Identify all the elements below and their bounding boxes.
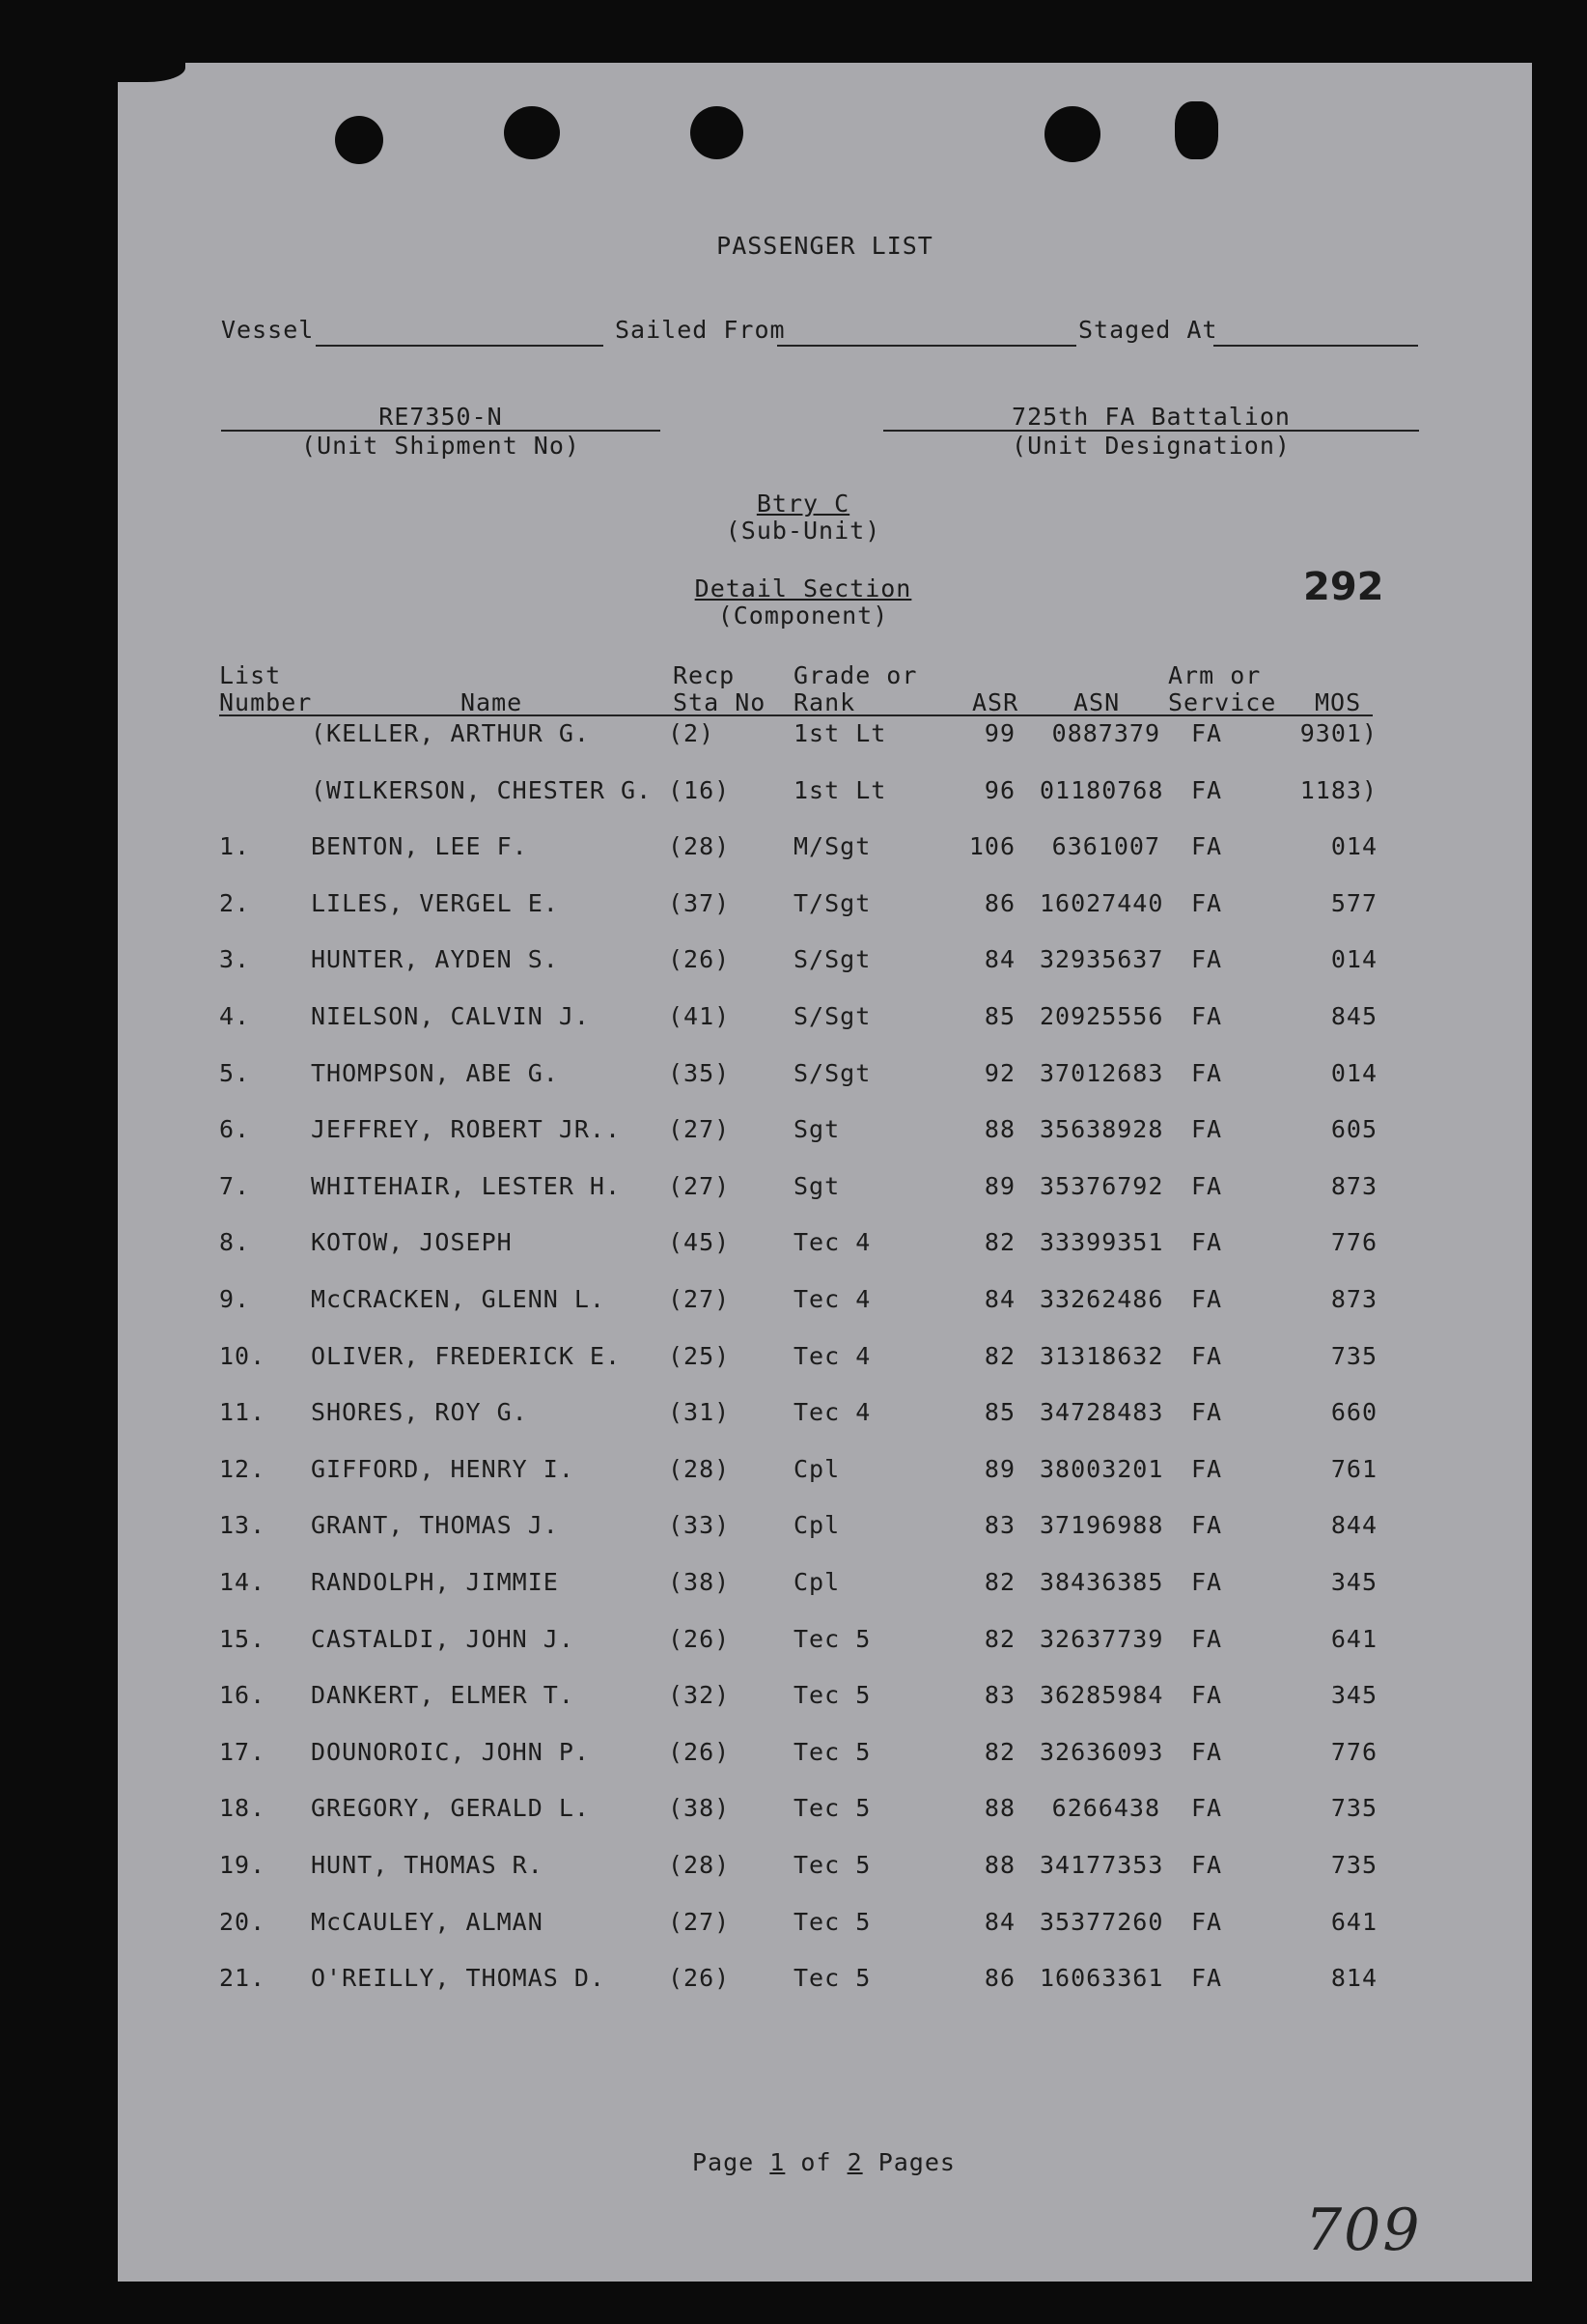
header-arm-2: Service: [1168, 688, 1277, 716]
mos-value: 014: [1330, 832, 1378, 860]
form-title: PASSENGER LIST: [716, 232, 933, 260]
asn-value: 38436385: [1040, 1568, 1164, 1596]
recp-sta-no: (16): [668, 776, 731, 804]
list-number: 7.: [219, 1172, 251, 1200]
table-row: [118, 1851, 1532, 1890]
passenger-name: JEFFREY, ROBERT JR..: [311, 1115, 622, 1143]
grade-rank: S/Sgt: [794, 1002, 872, 1030]
header-recp-2: Sta No: [673, 688, 766, 716]
recp-sta-no: (31): [668, 1398, 731, 1426]
grade-rank: Tec 5: [794, 1851, 872, 1879]
passenger-name: GREGORY, GERALD L.: [311, 1794, 590, 1822]
grade-rank: Cpl: [794, 1455, 841, 1483]
asr-value: 84: [984, 1285, 1016, 1313]
mos-value: 014: [1330, 945, 1378, 973]
punch-hole: [1044, 106, 1100, 162]
arm-service: FA: [1191, 1059, 1223, 1087]
passenger-name: HUNTER, AYDEN S.: [311, 945, 559, 973]
arm-service: FA: [1191, 1285, 1223, 1313]
asn-value: 35376792: [1040, 1172, 1164, 1200]
mos-value: 641: [1330, 1908, 1378, 1936]
arm-service: FA: [1191, 1342, 1223, 1370]
list-number: 15.: [219, 1625, 266, 1653]
asr-value: 96: [984, 776, 1016, 804]
passenger-name: CASTALDI, JOHN J.: [311, 1625, 574, 1653]
recp-sta-no: (26): [668, 1738, 731, 1766]
mos-value: 735: [1330, 1851, 1378, 1879]
grade-rank: 1st Lt: [794, 719, 887, 747]
table-row: [118, 1964, 1532, 2002]
passenger-name: BENTON, LEE F.: [311, 832, 528, 860]
torn-corner: [108, 53, 185, 82]
asr-value: 88: [984, 1115, 1016, 1143]
asr-value: 86: [984, 889, 1016, 917]
grade-rank: Cpl: [794, 1511, 841, 1539]
table-row: [118, 1342, 1532, 1381]
asr-value: 88: [984, 1851, 1016, 1879]
passenger-name: (WILKERSON, CHESTER G.: [311, 776, 653, 804]
asn-value: 6266438: [1051, 1794, 1160, 1822]
mos-value: 014: [1330, 1059, 1378, 1087]
grade-rank: Cpl: [794, 1568, 841, 1596]
unit-designation: 725th FA Battalion: [1012, 403, 1291, 431]
stamped-number: 292: [1303, 565, 1384, 609]
asn-value: 34728483: [1040, 1398, 1164, 1426]
header-asn: ASN: [1073, 688, 1121, 716]
punch-hole: [1175, 101, 1218, 159]
recp-sta-no: (27): [668, 1908, 731, 1936]
header-recp-1: Recp: [673, 661, 736, 689]
recp-sta-no: (26): [668, 1625, 731, 1653]
component: Detail Section: [694, 574, 912, 602]
asn-value: 37012683: [1040, 1059, 1164, 1087]
page-word: Page: [692, 2148, 755, 2176]
grade-rank: M/Sgt: [794, 832, 872, 860]
table-row: [118, 1908, 1532, 1946]
list-number: 6.: [219, 1115, 251, 1143]
list-number: 11.: [219, 1398, 266, 1426]
arm-service: FA: [1191, 832, 1223, 860]
arm-service: FA: [1191, 1794, 1223, 1822]
table-row: [118, 1511, 1532, 1550]
passenger-name: THOMPSON, ABE G.: [311, 1059, 559, 1087]
asr-value: 85: [984, 1398, 1016, 1426]
mos-value: 873: [1330, 1285, 1378, 1313]
arm-service: FA: [1191, 889, 1223, 917]
passenger-name: (KELLER, ARTHUR G.: [311, 719, 590, 747]
page-current: 1: [769, 2148, 786, 2176]
list-number: 9.: [219, 1285, 251, 1313]
passenger-name: LILES, VERGEL E.: [311, 889, 559, 917]
mos-value: 641: [1330, 1625, 1378, 1653]
passenger-list-sheet: [118, 63, 1532, 2282]
asr-value: 82: [984, 1625, 1016, 1653]
mos-value: 735: [1330, 1342, 1378, 1370]
arm-service: FA: [1191, 1625, 1223, 1653]
asn-value: 34177353: [1040, 1851, 1164, 1879]
asn-value: 16063361: [1040, 1964, 1164, 1992]
header-name: Name: [460, 688, 523, 716]
list-number: 14.: [219, 1568, 266, 1596]
passenger-name: SHORES, ROY G.: [311, 1398, 528, 1426]
recp-sta-no: (26): [668, 1964, 731, 1992]
unit-shipment-no: RE7350-N: [378, 403, 503, 431]
header-grade-1: Grade or: [794, 661, 918, 689]
arm-service: FA: [1191, 1002, 1223, 1030]
asr-value: 82: [984, 1738, 1016, 1766]
page-indicator: [692, 2148, 956, 2176]
asn-value: 37196988: [1040, 1511, 1164, 1539]
sailed-from-blank: [777, 345, 1076, 347]
mos-value: 1183): [1299, 776, 1378, 804]
table-row: [118, 1172, 1532, 1211]
mos-value: 9301): [1299, 719, 1378, 747]
grade-rank: Tec 4: [794, 1342, 872, 1370]
grade-rank: Sgt: [794, 1115, 841, 1143]
asr-value: 86: [984, 1964, 1016, 1992]
sailed-from-label: Sailed From: [615, 316, 786, 344]
vessel-label: Vessel: [221, 316, 315, 344]
list-number: 8.: [219, 1228, 251, 1256]
table-row: [118, 1455, 1532, 1494]
passenger-name: GIFFORD, HENRY I.: [311, 1455, 574, 1483]
asr-value: 89: [984, 1455, 1016, 1483]
asr-value: 106: [968, 832, 1016, 860]
asn-value: 01180768: [1040, 776, 1164, 804]
arm-service: FA: [1191, 1851, 1223, 1879]
grade-rank: Tec 5: [794, 1794, 872, 1822]
recp-sta-no: (27): [668, 1172, 731, 1200]
header-arm-1: Arm or: [1168, 661, 1262, 689]
asn-value: 32636093: [1040, 1738, 1164, 1766]
list-number: 12.: [219, 1455, 266, 1483]
unit-designation-label: (Unit Designation): [1012, 432, 1291, 460]
list-number: 19.: [219, 1851, 266, 1879]
list-number: 1.: [219, 832, 251, 860]
passenger-name: GRANT, THOMAS J.: [311, 1511, 559, 1539]
recp-sta-no: (26): [668, 945, 731, 973]
mos-value: 735: [1330, 1794, 1378, 1822]
list-number: 20.: [219, 1908, 266, 1936]
table-row: [118, 719, 1532, 758]
list-number: 16.: [219, 1681, 266, 1709]
page-total: 2: [847, 2148, 863, 2176]
asr-value: 83: [984, 1681, 1016, 1709]
recp-sta-no: (32): [668, 1681, 731, 1709]
asn-value: 38003201: [1040, 1455, 1164, 1483]
pages-word: Pages: [877, 2148, 956, 2176]
grade-rank: Tec 4: [794, 1228, 872, 1256]
arm-service: FA: [1191, 1172, 1223, 1200]
list-number: 10.: [219, 1342, 266, 1370]
unit-shipment-no-label: (Unit Shipment No): [301, 432, 580, 460]
arm-service: FA: [1191, 1115, 1223, 1143]
grade-rank: S/Sgt: [794, 945, 872, 973]
mos-value: 873: [1330, 1172, 1378, 1200]
arm-service: FA: [1191, 945, 1223, 973]
recp-sta-no: (28): [668, 1455, 731, 1483]
list-number: 4.: [219, 1002, 251, 1030]
asr-value: 82: [984, 1342, 1016, 1370]
recp-sta-no: (38): [668, 1568, 731, 1596]
list-number: 13.: [219, 1511, 266, 1539]
grade-rank: Sgt: [794, 1172, 841, 1200]
asn-value: 20925556: [1040, 1002, 1164, 1030]
asn-value: 16027440: [1040, 889, 1164, 917]
arm-service: FA: [1191, 1511, 1223, 1539]
table-row: [118, 776, 1532, 815]
grade-rank: Tec 5: [794, 1908, 872, 1936]
mos-value: 776: [1330, 1228, 1378, 1256]
asr-value: 84: [984, 945, 1016, 973]
recp-sta-no: (38): [668, 1794, 731, 1822]
header-mos: MOS: [1315, 688, 1362, 716]
mos-value: 844: [1330, 1511, 1378, 1539]
table-row: [118, 889, 1532, 928]
grade-rank: Tec 5: [794, 1681, 872, 1709]
passenger-name: KOTOW, JOSEPH: [311, 1228, 513, 1256]
grade-rank: Tec 4: [794, 1285, 872, 1313]
vessel-blank: [316, 345, 603, 347]
table-row: [118, 1285, 1532, 1324]
arm-service: FA: [1191, 1738, 1223, 1766]
table-row: [118, 1738, 1532, 1777]
asr-value: 85: [984, 1002, 1016, 1030]
staged-at-label: Staged At: [1078, 316, 1218, 344]
arm-service: FA: [1191, 1228, 1223, 1256]
table-row: [118, 1115, 1532, 1154]
arm-service: FA: [1191, 1908, 1223, 1936]
recp-sta-no: (27): [668, 1285, 731, 1313]
header-underline: [219, 714, 1373, 716]
table-row: [118, 945, 1532, 984]
recp-sta-no: (27): [668, 1115, 731, 1143]
recp-sta-no: (25): [668, 1342, 731, 1370]
asn-value: 35638928: [1040, 1115, 1164, 1143]
asn-value: 0887379: [1051, 719, 1160, 747]
mos-value: 605: [1330, 1115, 1378, 1143]
table-row: [118, 1059, 1532, 1098]
punch-hole: [504, 106, 560, 159]
recp-sta-no: (28): [668, 832, 731, 860]
of-word: of: [800, 2148, 832, 2176]
arm-service: FA: [1191, 1398, 1223, 1426]
asr-value: 92: [984, 1059, 1016, 1087]
asr-value: 89: [984, 1172, 1016, 1200]
table-row: [118, 832, 1532, 871]
passenger-name: OLIVER, FREDERICK E.: [311, 1342, 622, 1370]
table-row: [118, 1681, 1532, 1720]
arm-service: FA: [1191, 776, 1223, 804]
asr-value: 82: [984, 1228, 1016, 1256]
recp-sta-no: (28): [668, 1851, 731, 1879]
handwritten-number: 709: [1305, 2197, 1422, 2264]
asn-value: 6361007: [1051, 832, 1160, 860]
mos-value: 345: [1330, 1568, 1378, 1596]
table-row: [118, 1568, 1532, 1607]
recp-sta-no: (37): [668, 889, 731, 917]
table-row: [118, 1002, 1532, 1041]
passenger-name: DANKERT, ELMER T.: [311, 1681, 574, 1709]
grade-rank: Tec 4: [794, 1398, 872, 1426]
passenger-name: RANDOLPH, JIMMIE: [311, 1568, 559, 1596]
passenger-name: NIELSON, CALVIN J.: [311, 1002, 590, 1030]
passenger-name: McCRACKEN, GLENN L.: [311, 1285, 605, 1313]
list-number: 18.: [219, 1794, 266, 1822]
staged-at-blank: [1213, 345, 1418, 347]
mos-value: 577: [1330, 889, 1378, 917]
list-number: 17.: [219, 1738, 266, 1766]
passenger-name: McCAULEY, ALMAN: [311, 1908, 543, 1936]
mos-value: 776: [1330, 1738, 1378, 1766]
arm-service: FA: [1191, 1681, 1223, 1709]
list-number: 5.: [219, 1059, 251, 1087]
header-asr: ASR: [972, 688, 1019, 716]
arm-service: FA: [1191, 1568, 1223, 1596]
recp-sta-no: (2): [668, 719, 715, 747]
header-grade-2: Rank: [794, 688, 856, 716]
punch-hole: [690, 106, 743, 159]
asn-value: 33399351: [1040, 1228, 1164, 1256]
asr-value: 84: [984, 1908, 1016, 1936]
recp-sta-no: (41): [668, 1002, 731, 1030]
grade-rank: S/Sgt: [794, 1059, 872, 1087]
recp-sta-no: (35): [668, 1059, 731, 1087]
punch-hole: [335, 116, 383, 164]
list-number: 21.: [219, 1964, 266, 1992]
grade-rank: Tec 5: [794, 1625, 872, 1653]
passenger-name: WHITEHAIR, LESTER H.: [311, 1172, 622, 1200]
asr-value: 83: [984, 1511, 1016, 1539]
mos-value: 761: [1330, 1455, 1378, 1483]
component-label: (Component): [717, 602, 889, 630]
grade-rank: Tec 5: [794, 1964, 872, 1992]
passenger-name: O'REILLY, THOMAS D.: [311, 1964, 605, 1992]
table-row: [118, 1228, 1532, 1267]
asr-value: 99: [984, 719, 1016, 747]
asn-value: 35377260: [1040, 1908, 1164, 1936]
mos-value: 660: [1330, 1398, 1378, 1426]
asn-value: 33262486: [1040, 1285, 1164, 1313]
header-list-number-1: List: [219, 661, 282, 689]
mos-value: 345: [1330, 1681, 1378, 1709]
grade-rank: T/Sgt: [794, 889, 872, 917]
asn-value: 32935637: [1040, 945, 1164, 973]
recp-sta-no: (33): [668, 1511, 731, 1539]
arm-service: FA: [1191, 1964, 1223, 1992]
list-number: 3.: [219, 945, 251, 973]
mos-value: 814: [1330, 1964, 1378, 1992]
arm-service: FA: [1191, 719, 1223, 747]
mos-value: 845: [1330, 1002, 1378, 1030]
asn-value: 31318632: [1040, 1342, 1164, 1370]
passenger-name: HUNT, THOMAS R.: [311, 1851, 543, 1879]
arm-service: FA: [1191, 1455, 1223, 1483]
table-row: [118, 1398, 1532, 1437]
passenger-name: DOUNOROIC, JOHN P.: [311, 1738, 590, 1766]
table-row: [118, 1625, 1532, 1664]
sub-unit: Btry C: [756, 490, 850, 518]
asr-value: 88: [984, 1794, 1016, 1822]
list-number: 2.: [219, 889, 251, 917]
recp-sta-no: (45): [668, 1228, 731, 1256]
header-list-number-2: Number: [219, 688, 313, 716]
asn-value: 36285984: [1040, 1681, 1164, 1709]
grade-rank: 1st Lt: [794, 776, 887, 804]
asr-value: 82: [984, 1568, 1016, 1596]
sub-unit-label: (Sub-Unit): [725, 517, 881, 545]
grade-rank: Tec 5: [794, 1738, 872, 1766]
table-row: [118, 1794, 1532, 1833]
asn-value: 32637739: [1040, 1625, 1164, 1653]
